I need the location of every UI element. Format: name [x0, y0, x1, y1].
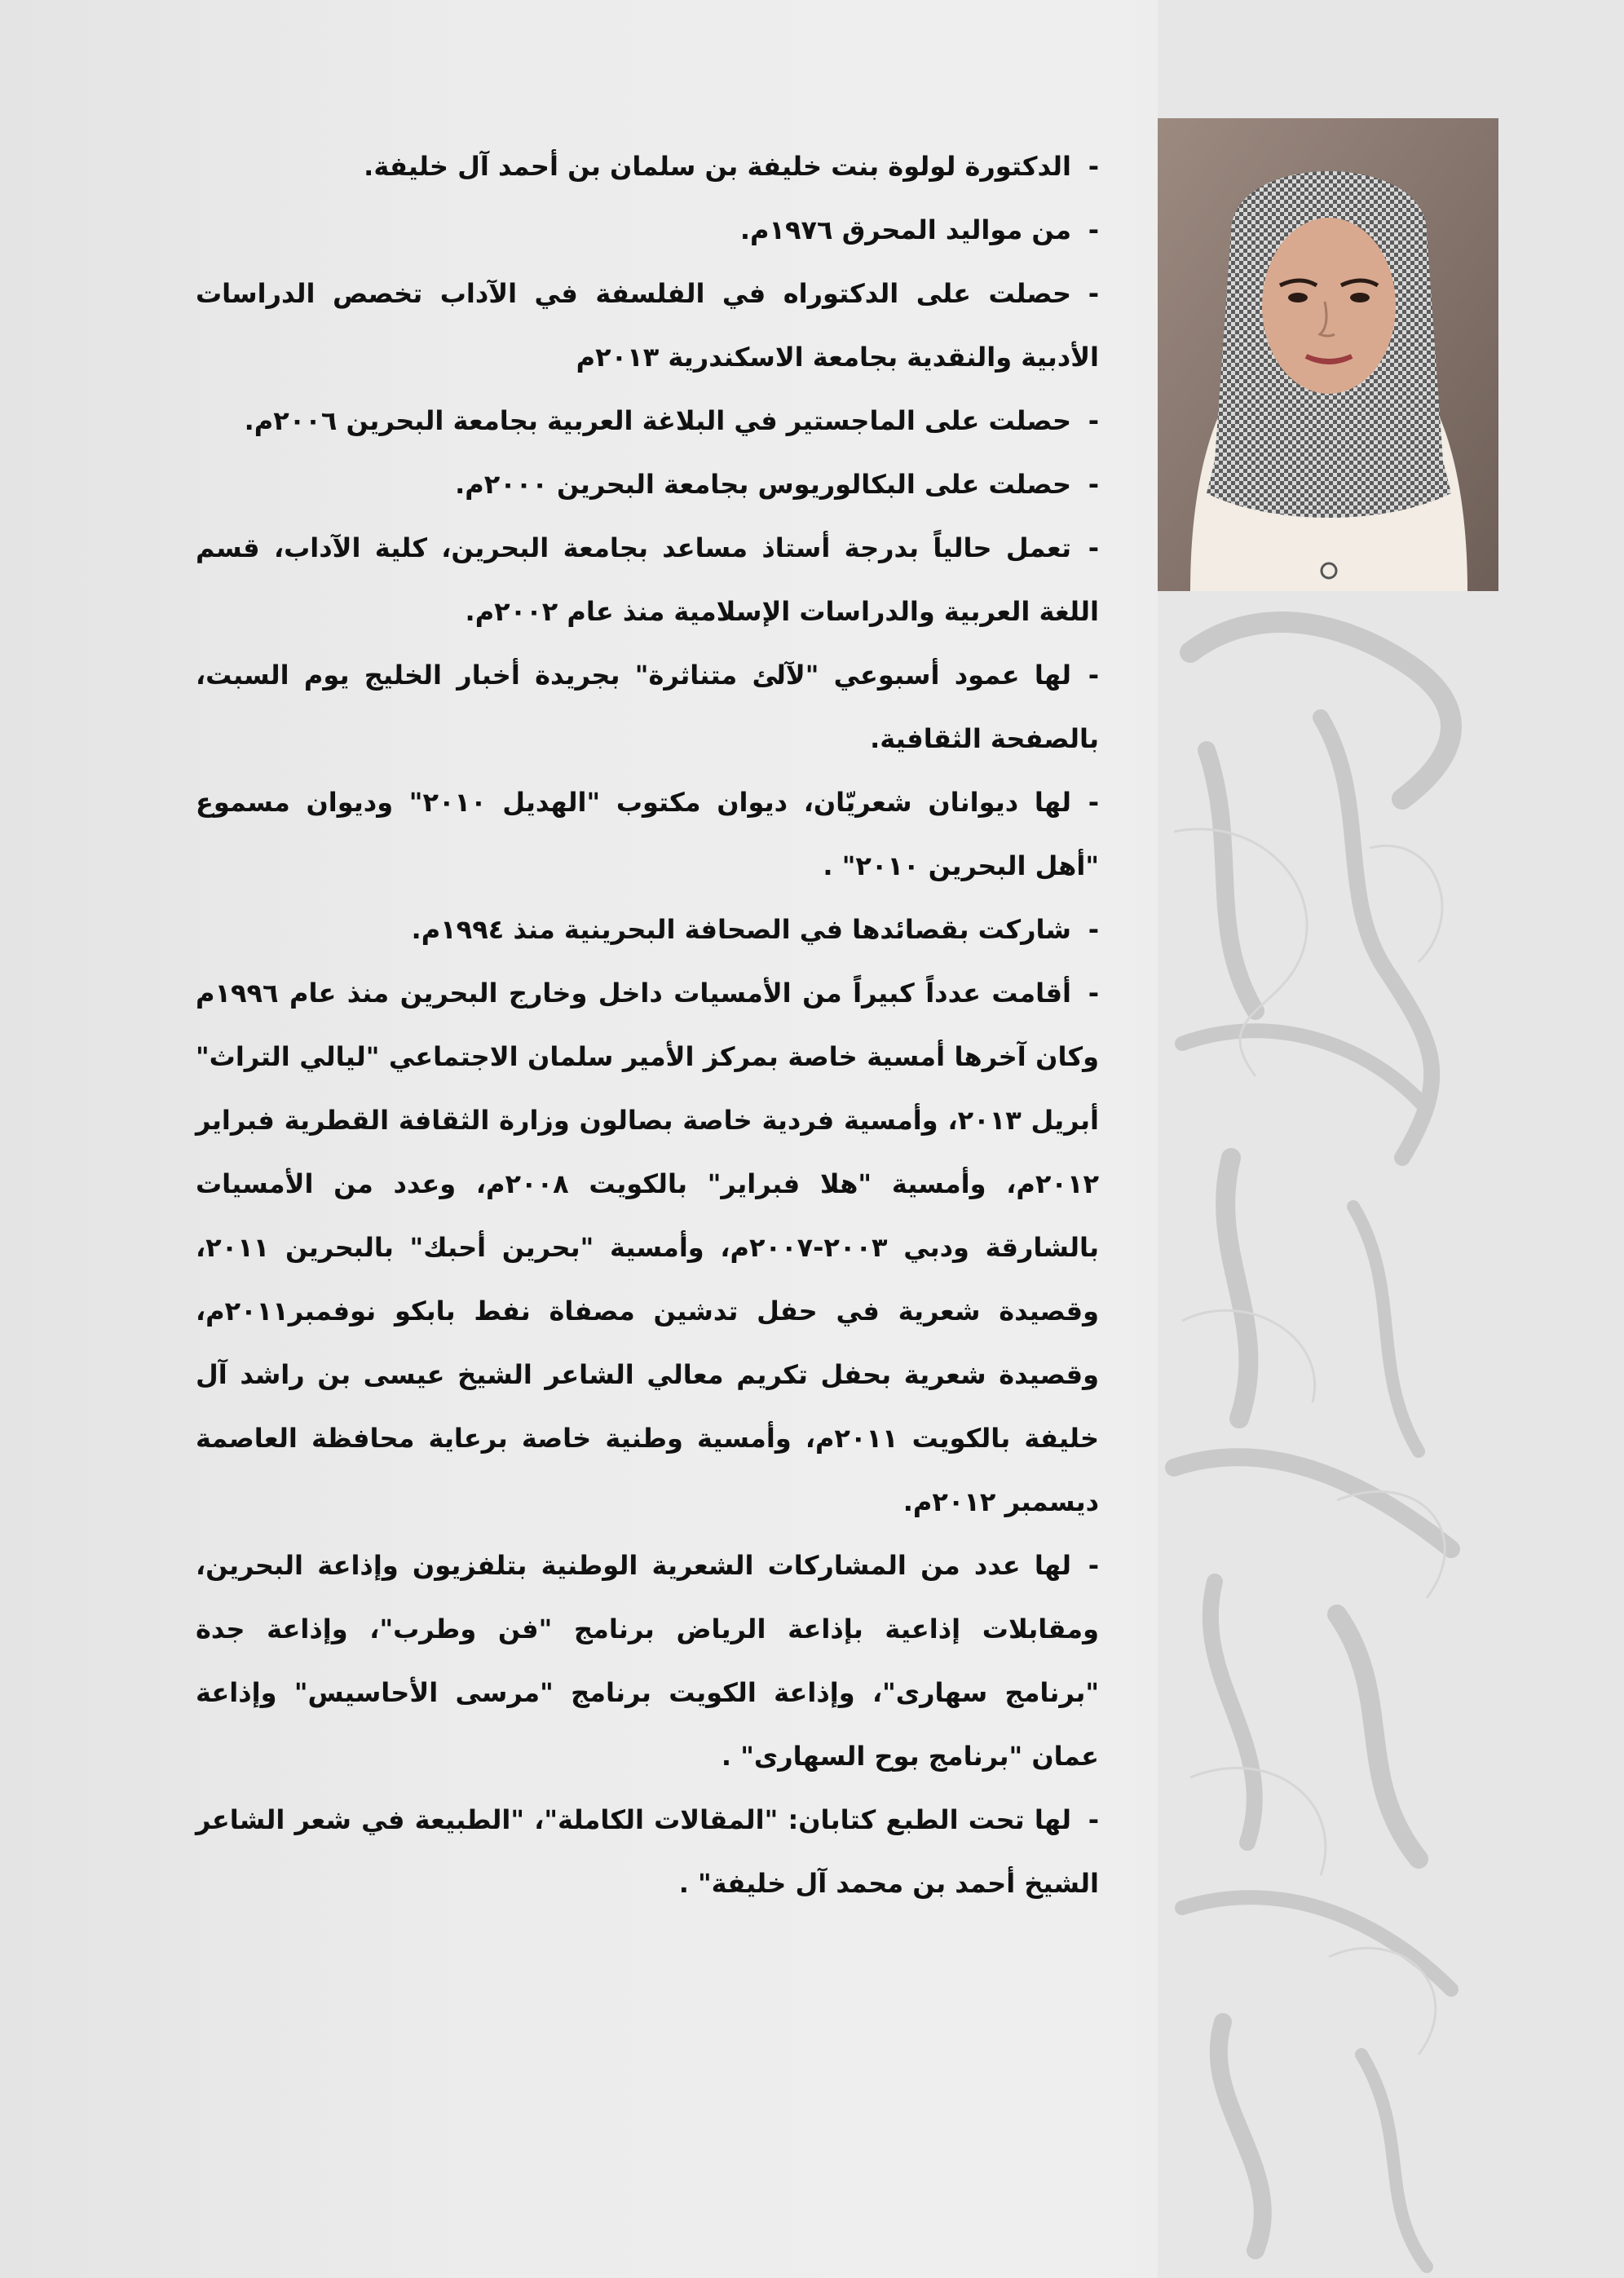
bio-item-text: من مواليد المحرق ١٩٧٦م.: [739, 214, 1071, 245]
biography-list: [196, 135, 1099, 1915]
bio-item: -حصلت على الدكتوراه في الفلسفة في الآداب تخصص الدراسات الأدبية والنقدية بجامعة الاسكندرية ٢٠١٣م: [196, 278, 1099, 373]
bio-item: -تعمل حالياً بدرجة أستاذ مساعد بجامعة البحرين، كلية الآداب، قسم اللغة العربية والدراسات الإسلامية منذ عام ٢٠٠٢م.: [196, 532, 1099, 627]
bio-item-text: لها عدد من المشاركات الشعرية الوطنية بتلفزيون وإذاعة البحرين، ومقابلات إذاعية بإذاعة الرياض برنامج "فن وطرب"، وإذاعة جدة "برنامج سهارى"، وإذاعة الكويت برنامج "مرسى الأحاسيس" وإذاعة عمان "برنامج بوح السهارى" .: [196, 1550, 1099, 1772]
bio-item: -شاركت بقصائدها في الصحافة البحرينية منذ ١٩٩٤م.: [411, 914, 1099, 945]
bio-item: -حصلت على الماجستير في البلاغة العربية بجامعة البحرين ٢٠٠٦م.: [244, 405, 1099, 436]
bio-item: -أقامت عدداً كبيراً من الأمسيات داخل وخارج البحرين منذ عام ١٩٩٦م وكان آخرها أمسية خاصة بمركز الأمير سلمان الاجتماعي "ليالي التراث" أبريل ٢٠١٣، وأمسية فردية خاصة بصالون وزارة الثقافة القطرية فبراير ٢٠١٢م، وأمسية "هلا فبراير" بالكويت ٢٠٠٨م، وعدد من الأمسيات بالشارقة ودبي ٢٠٠٣-٢٠٠٧م، وأمسية "بحرين أحبك" بالبحرين ٢٠١١، وقصيدة شعرية في حفل تدشين مصفاة نفط بابكو نوفمبر٢٠١١م، وقصيدة شعرية بحفل تكريم معالي الشاعر الشيخ عيسى بن راشد آل خليفة بالكويت ٢٠١١م، وأمسية وطنية خاصة برعاية محافظة العاصمة ديسمبر ٢٠١٢م.: [196, 978, 1100, 1517]
bio-item-text: الدكتورة لولوة بنت خليفة بن سلمان بن أحمد آل خليفة.: [364, 151, 1071, 182]
bio-item-text: حصلت على الماجستير في البلاغة العربية بجامعة البحرين ٢٠٠٦م.: [244, 405, 1071, 436]
bio-item: -من مواليد المحرق ١٩٧٦م.: [739, 214, 1099, 245]
bio-item-text: حصلت على البكالوريوس بجامعة البحرين ٢٠٠٠م.: [455, 469, 1071, 500]
bio-item-text: أقامت عدداً كبيراً من الأمسيات داخل وخارج البحرين منذ عام ١٩٩٦م وكان آخرها أمسية خاصة بمركز الأمير سلمان الاجتماعي "ليالي التراث" أبريل ٢٠١٣، وأمسية فردية خاصة بصالون وزارة الثقافة القطرية فبراير ٢٠١٢م، وأمسية "هلا فبراير" بالكويت ٢٠٠٨م، وعدد من الأمسيات بالشارقة ودبي ٢٠٠٣-٢٠٠٧م، وأمسية "بحرين أحبك" بالبحرين ٢٠١١، وقصيدة شعرية في حفل تدشين مصفاة نفط بابكو نوفمبر٢٠١١م، وقصيدة شعرية بحفل تكريم معالي الشاعر الشيخ عيسى بن راشد آل خليفة بالكويت ٢٠١١م، وأمسية وطنية خاصة برعاية محافظة العاصمة ديسمبر ٢٠١٢م.: [196, 978, 1100, 1517]
bio-item-text: حصلت على الدكتوراه في الفلسفة في الآداب تخصص الدراسات الأدبية والنقدية بجامعة الاسكندرية ٢٠١٣م: [196, 278, 1099, 373]
bio-item: -لها عمود أسبوعي "لآلئ متناثرة" بجريدة أخبار الخليج يوم السبت، بالصفحة الثقافية.: [196, 660, 1099, 754]
bio-item-text: شاركت بقصائدها في الصحافة البحرينية منذ ١٩٩٤م.: [411, 914, 1071, 945]
bio-item: -حصلت على البكالوريوس بجامعة البحرين ٢٠٠٠م.: [455, 469, 1099, 500]
bio-item-text: لها عمود أسبوعي "لآلئ متناثرة" بجريدة أخبار الخليج يوم السبت، بالصفحة الثقافية.: [196, 660, 1099, 754]
bio-item-text: تعمل حالياً بدرجة أستاذ مساعد بجامعة البحرين، كلية الآداب، قسم اللغة العربية والدراسات الإسلامية منذ عام ٢٠٠٢م.: [196, 532, 1099, 627]
bio-item: -الدكتورة لولوة بنت خليفة بن سلمان بن أحمد آل خليفة.: [364, 151, 1099, 182]
bio-item-text: لها تحت الطبع كتابان: "المقالات الكاملة"، "الطبيعة في شعر الشاعر الشيخ أحمد بن محمد آل خليفة" .: [196, 1804, 1099, 1899]
bio-item-text: لها ديوانان شعريّان، ديوان مكتوب "الهديل ٢٠١٠" وديوان مسموع "أهل البحرين ٢٠١٠" .: [196, 787, 1099, 881]
author-portrait: [1158, 118, 1498, 591]
bio-item: -لها تحت الطبع كتابان: "المقالات الكاملة"، "الطبيعة في شعر الشاعر الشيخ أحمد بن محمد آل خليفة" .: [196, 1804, 1099, 1899]
bio-item: -لها ديوانان شعريّان، ديوان مكتوب "الهديل ٢٠١٠" وديوان مسموع "أهل البحرين ٢٠١٠" .: [196, 787, 1100, 881]
calligraphy-watermark: [1158, 587, 1500, 2278]
bio-item: -لها عدد من المشاركات الشعرية الوطنية بتلفزيون وإذاعة البحرين، ومقابلات إذاعية بإذاعة الرياض برنامج "فن وطرب"، وإذاعة جدة "برنامج سهارى"، وإذاعة الكويت برنامج "مرسى الأحاسيس" وإذاعة عمان "برنامج بوح السهارى" .: [196, 1550, 1099, 1772]
